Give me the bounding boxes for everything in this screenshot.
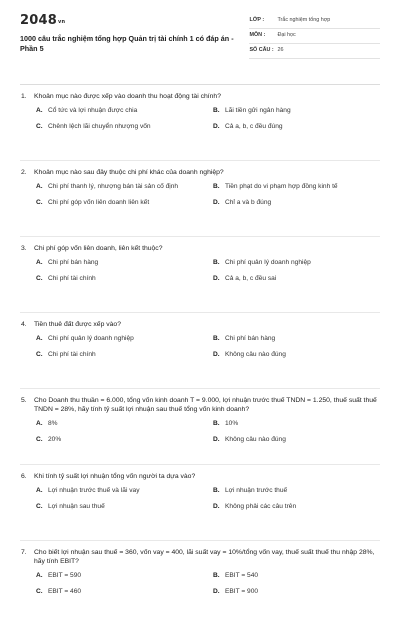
question-block	[20, 237, 380, 313]
option-letter: D.	[213, 436, 220, 444]
answer-option[interactable]	[36, 259, 203, 268]
option-letter: A.	[36, 259, 43, 267]
option-letter: C.	[36, 199, 43, 207]
question-text-row	[20, 92, 380, 101]
answer-option[interactable]	[213, 420, 380, 429]
question-list	[20, 85, 380, 617]
option-letter: D.	[213, 123, 220, 131]
meta-value: Đại học	[277, 32, 296, 38]
option-text: Lãi tiền gửi ngân hàng	[225, 107, 291, 115]
option-letter: A.	[36, 487, 43, 495]
answer-option[interactable]	[36, 572, 203, 581]
option-letter: C.	[36, 275, 43, 283]
answer-option[interactable]	[36, 487, 203, 496]
option-text: Chi phí thanh lý, nhượng bán tài sản cố định	[48, 183, 179, 191]
option-text: Không câu nào đúng	[225, 351, 286, 359]
question-text: Tiền thuê đất được xếp vào?	[34, 321, 121, 328]
question-text: Khoản mục nào được xếp vào doanh thu hoạt động tài chính?	[34, 93, 221, 100]
meta-label: SỐ CÂU :	[249, 47, 274, 53]
answer-option[interactable]	[36, 183, 203, 192]
option-text: Chi phí góp vốn liên doanh liên kết	[48, 199, 150, 207]
question-block	[20, 313, 380, 389]
meta-row-subject	[249, 29, 380, 44]
option-letter: D.	[213, 199, 220, 207]
option-text: EBIT = 900	[225, 588, 259, 596]
option-text: Không câu nào đúng	[225, 436, 286, 444]
answer-option[interactable]	[213, 487, 380, 496]
option-letter: B.	[213, 107, 220, 115]
answer-option[interactable]	[213, 436, 380, 445]
option-letter: C.	[36, 123, 43, 131]
question-number: 7.	[21, 549, 27, 556]
answer-option[interactable]	[213, 107, 380, 116]
question-number: 2.	[21, 169, 27, 176]
option-letter: D.	[213, 275, 220, 283]
answer-option[interactable]	[213, 123, 380, 132]
answer-option[interactable]	[213, 351, 380, 360]
option-text: 20%	[48, 436, 62, 444]
meta-row-count	[249, 44, 380, 59]
option-letter: D.	[213, 351, 220, 359]
answer-option[interactable]	[36, 588, 203, 597]
option-letter: A.	[36, 183, 43, 191]
option-text: Chỉ a và b đúng	[225, 199, 272, 207]
document-title: 1000 câu trắc nghiệm tổng hợp Quản trị tài chính 1 có đáp án - Phần 5	[20, 33, 234, 54]
question-text: Khoản mục nào sau đây thuộc chi phí khác của doanh nghiệp?	[34, 169, 224, 176]
answer-option[interactable]	[36, 107, 203, 116]
meta-table	[249, 12, 380, 74]
option-text: Chi phí tài chính	[48, 275, 96, 283]
option-letter: A.	[36, 107, 43, 115]
option-text: 8%	[48, 420, 58, 428]
option-text: Chi phí quản lý doanh nghiệp	[225, 259, 311, 267]
answer-option[interactable]	[213, 588, 380, 597]
option-text: EBIT = 460	[48, 588, 82, 596]
option-text: Lợi nhuận trước thuế và lãi vay	[48, 487, 140, 495]
option-letter: B.	[213, 259, 220, 267]
option-text: Không phải các câu trên	[225, 503, 297, 511]
option-letter: A.	[36, 335, 43, 343]
question-number: 4.	[21, 321, 27, 328]
question-text: Cho Doanh thu thuần = 6.000, tổng vốn kinh doanh T = 9.000, lợi nhuận trước thuế TNDN = 1.250, thuế suất thuế TNDN = 28%, hãy tính tỷ suất lợi nhuận sau thuế tổng vốn kinh doanh?	[34, 397, 377, 414]
option-letter: C.	[36, 503, 43, 511]
question-number: 3.	[21, 245, 27, 252]
meta-row-class	[249, 14, 380, 29]
answer-option[interactable]	[213, 199, 380, 208]
site-logo[interactable]	[20, 12, 249, 30]
option-text: Cả a, b, c đều đúng	[225, 123, 283, 131]
answer-option[interactable]	[36, 123, 203, 132]
option-text: Lợi nhuận sau thuế	[48, 503, 105, 511]
question-text: Chi phí góp vốn liên doanh, liên kết thuộc?	[34, 245, 163, 252]
meta-value: Trắc nghiệm tổng hợp	[277, 17, 331, 23]
answer-options	[36, 572, 380, 597]
question-text: Khi tính tỷ suất lợi nhuận tổng vốn người ta dựa vào?	[34, 473, 196, 480]
answer-options	[36, 259, 380, 284]
answer-option[interactable]	[213, 259, 380, 268]
option-text: Chi phí bán hàng	[225, 335, 276, 343]
option-letter: B.	[213, 487, 220, 495]
option-letter: D.	[213, 503, 220, 511]
answer-option[interactable]	[36, 503, 203, 512]
answer-option[interactable]	[213, 572, 380, 581]
answer-options	[36, 487, 380, 512]
answer-option[interactable]	[36, 335, 203, 344]
option-text: Chi phí quản lý doanh nghiệp	[48, 335, 134, 343]
header-left	[20, 12, 249, 74]
question-number: 1.	[21, 93, 27, 100]
answer-options	[36, 107, 380, 132]
meta-label: LỚP :	[249, 17, 265, 23]
option-letter: C.	[36, 436, 43, 444]
logo-text: 2048	[20, 13, 57, 28]
question-number: 5.	[21, 397, 27, 404]
question-text-row	[20, 244, 380, 253]
option-letter: B.	[213, 183, 220, 191]
question-block	[20, 465, 380, 541]
option-text: Chi phí bán hàng	[48, 259, 99, 267]
option-letter: B.	[213, 572, 220, 580]
option-text: Chi phí tài chính	[48, 351, 96, 359]
option-letter: A.	[36, 572, 43, 580]
question-text: Cho biết lợi nhuận sau thuế = 360, vốn vay = 400, lãi suất vay = 10%/tổng vốn vay, thuế suất thuế thu nhập 28%, hãy tính EBIT?	[34, 549, 375, 566]
answer-options	[36, 335, 380, 360]
option-text: Tiền phạt do vi phạm hợp đồng kinh tế	[225, 183, 338, 191]
option-letter: D.	[213, 588, 220, 596]
answer-options	[36, 420, 380, 445]
option-text: Cả a, b, c đều sai	[225, 275, 277, 283]
question-text-row	[20, 396, 380, 414]
option-letter: C.	[36, 351, 43, 359]
answer-options	[36, 183, 380, 208]
option-text: Chênh lệch lãi chuyển nhượng vốn	[48, 123, 151, 131]
answer-option[interactable]	[213, 503, 380, 512]
question-block	[20, 389, 380, 465]
answer-option[interactable]	[213, 335, 380, 344]
question-text-row	[20, 472, 380, 481]
question-number: 6.	[21, 473, 27, 480]
option-text: EBIT = 540	[225, 572, 259, 580]
question-text-row	[20, 320, 380, 329]
option-text: 10%	[225, 420, 239, 428]
meta-value: 26	[277, 47, 284, 53]
question-block	[20, 541, 380, 617]
answer-option[interactable]	[36, 199, 203, 208]
answer-option[interactable]	[36, 420, 203, 429]
question-text-row	[20, 168, 380, 177]
option-letter: A.	[36, 420, 43, 428]
option-letter: C.	[36, 588, 43, 596]
option-letter: B.	[213, 335, 220, 343]
logo-suffix: vn	[57, 19, 66, 25]
answer-option[interactable]	[36, 351, 203, 360]
option-text: Cổ tức và lợi nhuận được chia	[48, 107, 138, 115]
question-block	[20, 85, 380, 161]
answer-option[interactable]	[36, 436, 203, 445]
header	[20, 12, 380, 74]
option-text: Lợi nhuận trước thuế	[225, 487, 288, 495]
question-text-row	[20, 548, 380, 566]
answer-option[interactable]	[36, 275, 203, 284]
answer-option[interactable]	[213, 183, 380, 192]
answer-option[interactable]	[213, 275, 380, 284]
meta-label: MÔN :	[249, 32, 266, 38]
option-text: EBIT = 590	[48, 572, 82, 580]
question-block	[20, 161, 380, 237]
option-letter: B.	[213, 420, 220, 428]
